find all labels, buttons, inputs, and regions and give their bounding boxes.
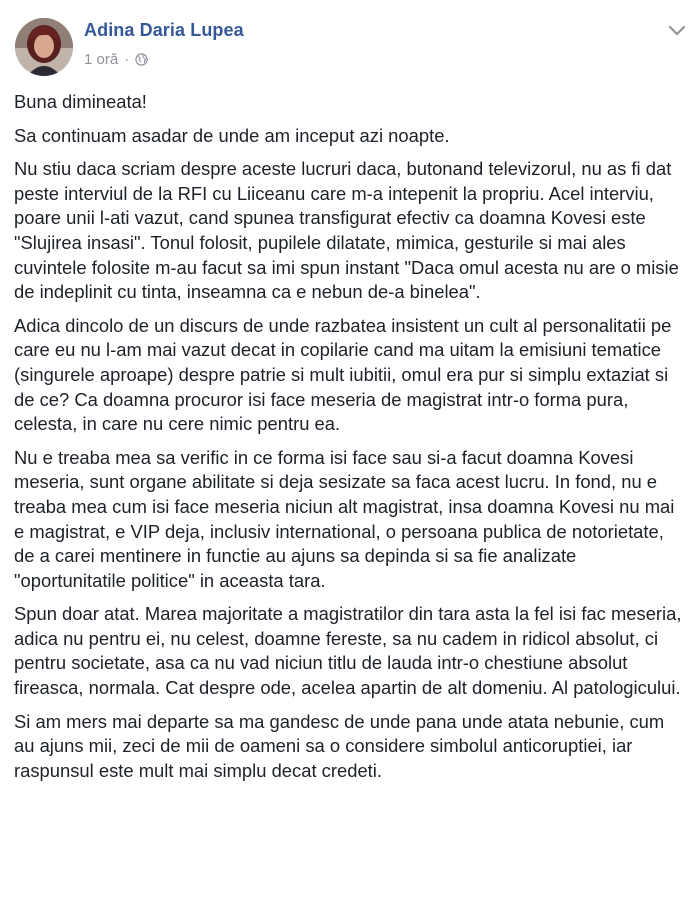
avatar-image bbox=[15, 18, 73, 76]
post-paragraph: Nu e treaba mea sa verific in ce forma isi face sau si-a facut doamna Kovesi meseria, sunt organe abilitate si deja sesizate sa faca acest lucru. In fond, nu e treaba mea cum isi face meseria niciun alt magistrat, insa doamna Kovesi nu mai e magistrat, e VIP deja, inclusiv international, o persoana publica de notorietate, de a carei mentinere in functie au ajuns sa depinda si sa fie analizate "oportunitatile politice" in aceasta tara. bbox=[14, 446, 675, 591]
author-name[interactable]: Adina Daria Lupea bbox=[84, 20, 244, 40]
post-paragraph: Adica dincolo de un discurs de unde razbatea insistent un cult al personalitatii pe care eu nu l-am mai vazut decat in copilarie cand ma uitam la emisiuni tematice (singurele aproape) despre patrie si mult iubitii, omul era pur si simplu extaziat si de ce? Ca doamna procuror isi face meseria de magistrat intr-o forma pura, celesta, in care nu cere nimic pentru ea. bbox=[14, 314, 672, 435]
post-timestamp[interactable]: 1 oră bbox=[84, 51, 119, 68]
globe-icon[interactable] bbox=[135, 53, 148, 66]
post-paragraph: Spun doar atat. Marea majoritate a magistratilor din tara asta la fel isi fac meseria, adica nu pentru ei, nu celest, doamne fereste, sa nu cadem in ridicol absolut, ci pentru societate, asa ca nu vad niciun titlu de lauda intr-o chestiune absolut fireasca, normala. Cat despre ode, acelea apartin de alt domeniu. Al patologicului. bbox=[14, 603, 682, 699]
post-body bbox=[14, 90, 688, 792]
meta-separator: · bbox=[124, 51, 130, 68]
post-paragraph: Nu stiu daca scriam despre aceste lucruri daca, butonand televizorul, nu as fi dat peste interviul de la RFI cu Liiceanu care m-a intepenit la propriu. Acel interviu, poare unii l-ati vazut, cand spunea transfigurat efectiv ca doamna Kovesi este "Slujirea insasi". Tonul folosit, pupilele dilatate, mimica, gesturile si mai ales cuvintele folosite m-au facut sa imi spun instant "Daca omul acesta nu are o misie de indeplinit cu tinta, inseamna ca e nebun de-a binelea". bbox=[14, 158, 679, 303]
post-paragraph: Sa continuam asadar de unde am inceput azi noapte. bbox=[14, 124, 450, 146]
chevron-down-icon[interactable] bbox=[668, 24, 686, 36]
post-paragraph: Si am mers mai departe sa ma gandesc de unde pana unde atata nebunie, cum au ajuns mii, zeci de mii de oameni sa o considere simbolul anticoruptiei, iar raspunsul este mult mai simplu decat credeti. bbox=[14, 710, 665, 781]
post-paragraph: Buna dimineata! bbox=[14, 91, 147, 112]
avatar[interactable] bbox=[15, 18, 73, 76]
post-meta bbox=[84, 51, 148, 68]
post-header bbox=[0, 0, 700, 84]
